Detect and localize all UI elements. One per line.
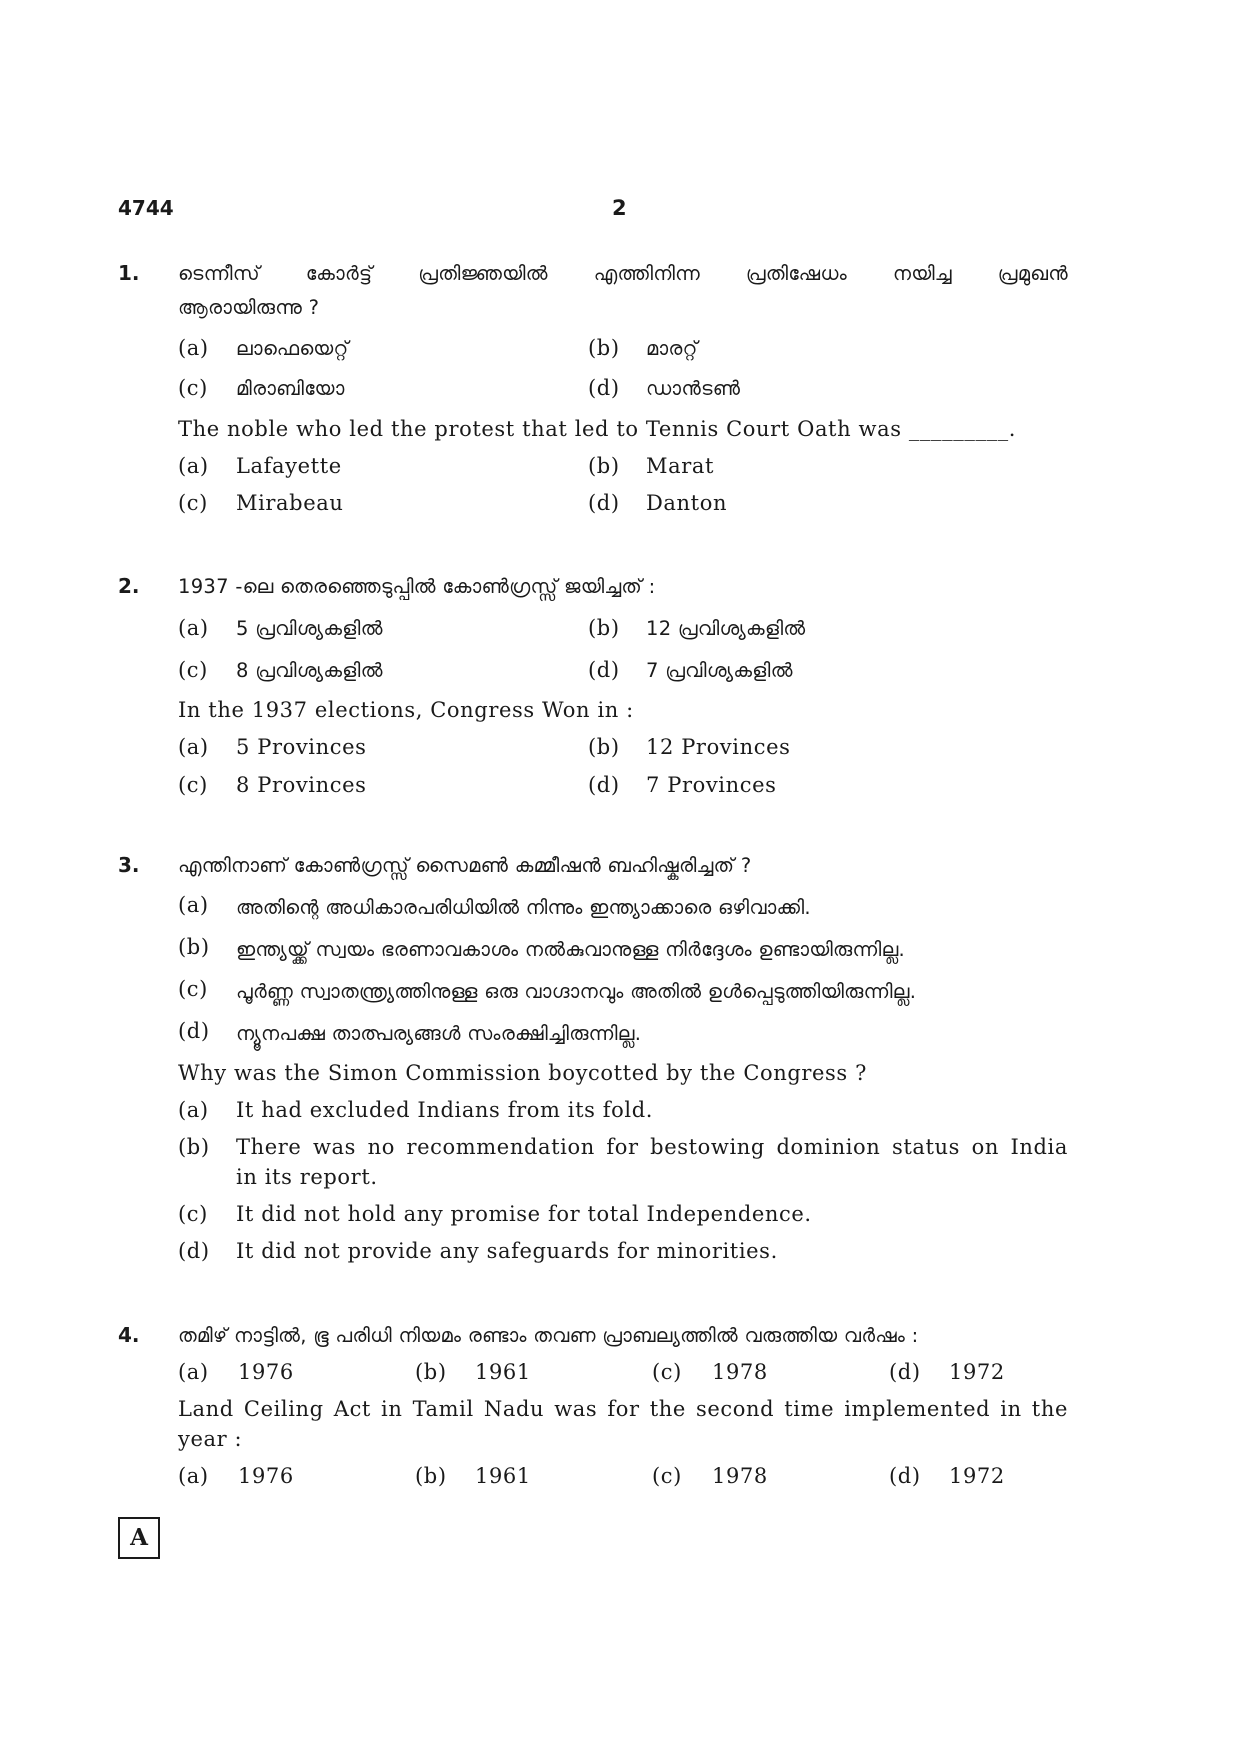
option-row xyxy=(178,1357,1068,1391)
option-text: 5 പ്രവിശ്യകളിൽ xyxy=(236,617,383,640)
option-text: It did not hold any promise for total Independence. xyxy=(236,1202,812,1226)
option-label: (a) xyxy=(178,735,209,759)
question-number: 2. xyxy=(118,574,140,598)
option-label: (c) xyxy=(178,773,208,797)
option-text: 5 Provinces xyxy=(236,735,367,759)
option-label: (a) xyxy=(178,893,209,917)
question-3 xyxy=(118,848,1068,1278)
option-b xyxy=(588,732,790,762)
option-text: 7 Provinces xyxy=(646,773,777,797)
option-label: (b) xyxy=(178,935,210,959)
option-c xyxy=(652,1357,768,1387)
option-label: (c) xyxy=(178,376,208,400)
option-d xyxy=(588,488,727,518)
option-label: (b) xyxy=(415,1464,447,1488)
option-a xyxy=(178,732,367,762)
option-d xyxy=(889,1357,1005,1387)
option-text: 12 Provinces xyxy=(646,735,791,759)
option-b xyxy=(415,1461,531,1491)
option-label: (a) xyxy=(178,1464,209,1488)
question-4 xyxy=(118,1318,1068,1508)
option-text: There was no recommendation for bestowing dominion status on India xyxy=(236,1135,1068,1159)
option-label: (d) xyxy=(588,491,620,515)
option-c xyxy=(178,1199,1068,1229)
question-number: 1. xyxy=(118,261,140,285)
option-label: (c) xyxy=(178,658,208,682)
question-stem-malayalam: തമിഴ് നാട്ടിൽ, ഭൂ പരിധി നിയമം രണ്ടാം തവണ പ്രാബല്യത്തിൽ വരുത്തിയ വർഷം : xyxy=(178,1324,919,1347)
option-text: 1978 xyxy=(712,1360,768,1384)
option-c xyxy=(178,974,1068,1010)
option-row xyxy=(178,331,1068,367)
option-c xyxy=(652,1461,768,1491)
option-text-cont: in its report. xyxy=(236,1165,378,1189)
option-d xyxy=(588,653,793,689)
option-a xyxy=(178,611,383,647)
question-stem-english: Land Ceiling Act in Tamil Nadu was for the second time implemented in the xyxy=(178,1397,1068,1421)
option-d xyxy=(178,1016,1068,1052)
question-stem-english: Why was the Simon Commission boycotted by the Congress ? xyxy=(178,1061,867,1085)
option-text: ന്യൂനപക്ഷ താത്പര്യങ്ങൾ സംരക്ഷിച്ചിരുന്നില്ല. xyxy=(236,1022,642,1045)
option-d xyxy=(588,371,740,407)
option-label: (b) xyxy=(178,1135,210,1159)
option-row xyxy=(178,653,1068,689)
option-label: (d) xyxy=(588,376,620,400)
option-c xyxy=(178,488,344,518)
paper-code: 4744 xyxy=(118,196,174,220)
option-c xyxy=(178,770,367,800)
option-row xyxy=(178,488,1068,524)
option-text: 12 പ്രവിശ്യകളിൽ xyxy=(646,617,806,640)
option-label: (a) xyxy=(178,454,209,478)
option-text: 1972 xyxy=(949,1360,1005,1384)
option-d xyxy=(178,1236,1068,1266)
option-text: മാരറ്റ് xyxy=(646,337,698,360)
option-text: It did not provide any safeguards for minorities. xyxy=(236,1239,778,1263)
option-label: (c) xyxy=(178,1202,208,1226)
option-text: അതിന്റെ അധികാരപരിധിയിൽ നിന്നും ഇന്ത്യാക്കാരെ ഒഴിവാക്കി. xyxy=(236,896,811,919)
option-label: (b) xyxy=(588,735,620,759)
option-text: Danton xyxy=(646,491,728,515)
option-text: മിരാബിയോ xyxy=(236,377,345,400)
option-row xyxy=(178,1461,1068,1495)
option-text: Marat xyxy=(646,454,715,478)
option-row xyxy=(178,371,1068,407)
option-label: (c) xyxy=(652,1464,682,1488)
option-text: 1976 xyxy=(238,1360,294,1384)
option-label: (a) xyxy=(178,1360,209,1384)
option-text: 8 പ്രവിശ്യകളിൽ xyxy=(236,659,383,682)
option-text: ഡാൻടൺ xyxy=(646,377,741,400)
option-label: (b) xyxy=(588,336,620,360)
option-a xyxy=(178,451,342,481)
option-label: (d) xyxy=(889,1360,921,1384)
option-b xyxy=(588,611,805,647)
option-row xyxy=(178,611,1068,647)
option-label: (a) xyxy=(178,1098,209,1122)
option-a xyxy=(178,1357,294,1387)
option-a xyxy=(178,331,349,367)
option-label: (c) xyxy=(178,491,208,515)
option-b xyxy=(178,932,1068,968)
question-stem-malayalam: എന്തിനാണ് കോൺഗ്രസ്സ് സൈമൺ കമ്മീഷൻ ബഹിഷ്കരിച്ചത് ? xyxy=(178,854,752,877)
option-a xyxy=(178,890,1068,926)
option-text: 7 പ്രവിശ്യകളിൽ xyxy=(646,659,793,682)
page-header xyxy=(118,196,1068,226)
option-text: ഇന്ത്യയ്ക്ക് സ്വയം ഭരണാവകാശം നൽകുവാനുള്ള നിർദ്ദേശം ഉണ്ടായിരുന്നില്ല. xyxy=(236,938,906,961)
option-d xyxy=(889,1461,1005,1491)
question-stem-english-cont: year : xyxy=(178,1427,243,1451)
question-1 xyxy=(118,256,1068,526)
option-text: Lafayette xyxy=(236,454,342,478)
question-number: 3. xyxy=(118,853,140,877)
question-stem-english: The noble who led the protest that led to Tennis Court Oath was _________. xyxy=(178,417,1017,441)
option-text: ലാഫെയെറ്റ് xyxy=(236,337,349,360)
question-stem-english: In the 1937 elections, Congress Won in : xyxy=(178,698,634,722)
option-b xyxy=(178,1132,1068,1192)
option-label: (c) xyxy=(178,977,208,1001)
option-row xyxy=(178,451,1068,487)
option-a xyxy=(178,1095,1068,1125)
option-text: 1961 xyxy=(475,1360,531,1384)
option-text: Mirabeau xyxy=(236,491,344,515)
option-b xyxy=(415,1357,531,1387)
page-number: 2 xyxy=(612,196,627,220)
option-label: (d) xyxy=(178,1019,210,1043)
option-label: (a) xyxy=(178,616,209,640)
option-label: (d) xyxy=(178,1239,210,1263)
series-mark-box: A xyxy=(118,1517,160,1559)
option-row xyxy=(178,732,1068,768)
option-a xyxy=(178,1461,294,1491)
option-label: (d) xyxy=(588,773,620,797)
option-label: (d) xyxy=(588,658,620,682)
option-d xyxy=(588,770,777,800)
option-text: 1978 xyxy=(712,1464,768,1488)
option-c xyxy=(178,653,383,689)
question-number: 4. xyxy=(118,1323,140,1347)
option-text: പൂർണ്ണ സ്വാതന്ത്ര്യത്തിനുള്ള ഒരു വാഗ്ദാനവും അതിൽ ഉൾപ്പെടുത്തിയിരുന്നില്ല. xyxy=(236,980,917,1003)
question-stem-malayalam-cont: ആരായിരുന്നു ? xyxy=(178,296,320,319)
option-label: (a) xyxy=(178,336,209,360)
option-c xyxy=(178,371,345,407)
option-b xyxy=(588,451,714,481)
option-label: (b) xyxy=(588,616,620,640)
option-text: It had excluded Indians from its fold. xyxy=(236,1098,654,1122)
option-row xyxy=(178,770,1068,806)
option-text: 1972 xyxy=(949,1464,1005,1488)
option-text: 1961 xyxy=(475,1464,531,1488)
question-stem-malayalam: ടെന്നീസ് കോർട്ട് പ്രതിജ്ഞയിൽ എത്തിനിന്ന പ്രതിഷേധം നയിച്ച പ്രമുഖൻ xyxy=(178,262,1068,285)
question-2 xyxy=(118,569,1068,809)
question-stem-malayalam: 1937 -ലെ തെരഞ്ഞെടുപ്പിൽ കോൺഗ്രസ്സ് ജയിച്ചത് : xyxy=(178,575,656,598)
option-b xyxy=(588,331,698,367)
option-label: (b) xyxy=(588,454,620,478)
option-text: 8 Provinces xyxy=(236,773,367,797)
option-label: (c) xyxy=(652,1360,682,1384)
option-label: (d) xyxy=(889,1464,921,1488)
option-text: 1976 xyxy=(238,1464,294,1488)
option-label: (b) xyxy=(415,1360,447,1384)
